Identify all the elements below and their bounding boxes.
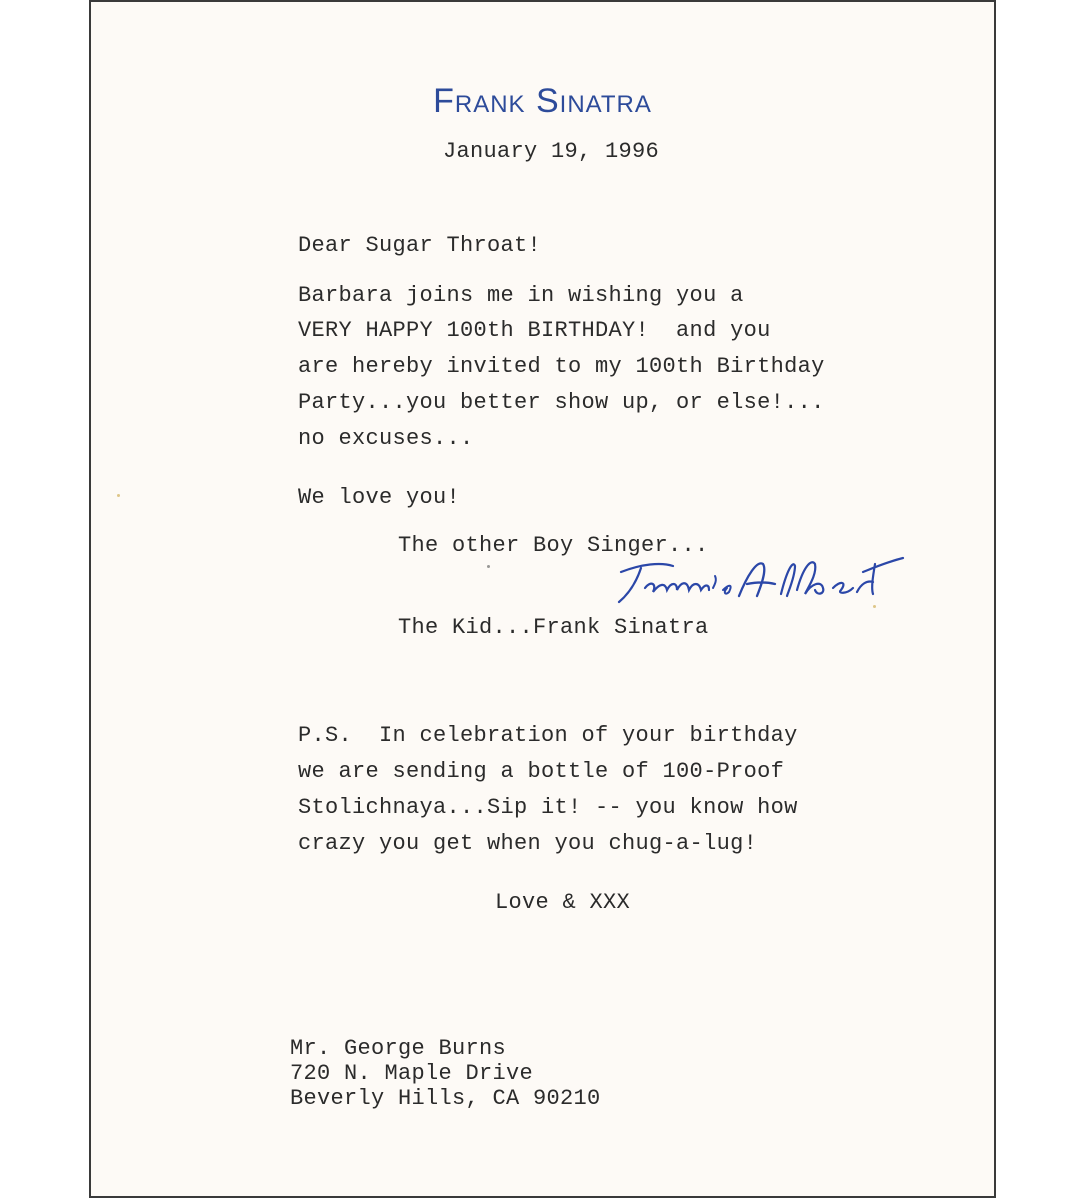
address-line-3: Beverly Hills, CA 90210 bbox=[290, 1086, 601, 1111]
letter-sheet bbox=[89, 0, 996, 1198]
ps-line-4: crazy you get when you chug-a-lug! bbox=[298, 831, 758, 856]
ps-line-1: P.S. In celebration of your birthday bbox=[298, 723, 798, 748]
paper-speck bbox=[487, 565, 490, 568]
ps-line-3: Stolichnaya...Sip it! -- you know how bbox=[298, 795, 798, 820]
handwritten-signature bbox=[611, 550, 911, 610]
body-line-2: VERY HAPPY 100th BIRTHDAY! and you bbox=[298, 318, 771, 343]
body-line-3: are hereby invited to my 100th Birthday bbox=[298, 354, 825, 379]
paper-speck bbox=[117, 494, 120, 497]
letterhead-name: Frank Sinatra bbox=[433, 82, 652, 120]
ps-signoff: Love & XXX bbox=[495, 890, 631, 915]
closing-line-1: The other Boy Singer... bbox=[398, 533, 709, 558]
salutation: Dear Sugar Throat! bbox=[298, 233, 542, 258]
body-line-4: Party...you better show up, or else!... bbox=[298, 390, 825, 415]
address-line-2: 720 N. Maple Drive bbox=[290, 1061, 534, 1086]
body-line-1: Barbara joins me in wishing you a bbox=[298, 283, 744, 308]
ps-line-2: we are sending a bottle of 100-Proof bbox=[298, 759, 785, 784]
body-line-5: no excuses... bbox=[298, 426, 474, 451]
love-line: We love you! bbox=[298, 485, 461, 510]
address-line-1: Mr. George Burns bbox=[290, 1036, 507, 1061]
paper-speck bbox=[873, 605, 876, 608]
letter-date: January 19, 1996 bbox=[443, 139, 660, 164]
closing-line-2: The Kid...Frank Sinatra bbox=[398, 615, 709, 640]
